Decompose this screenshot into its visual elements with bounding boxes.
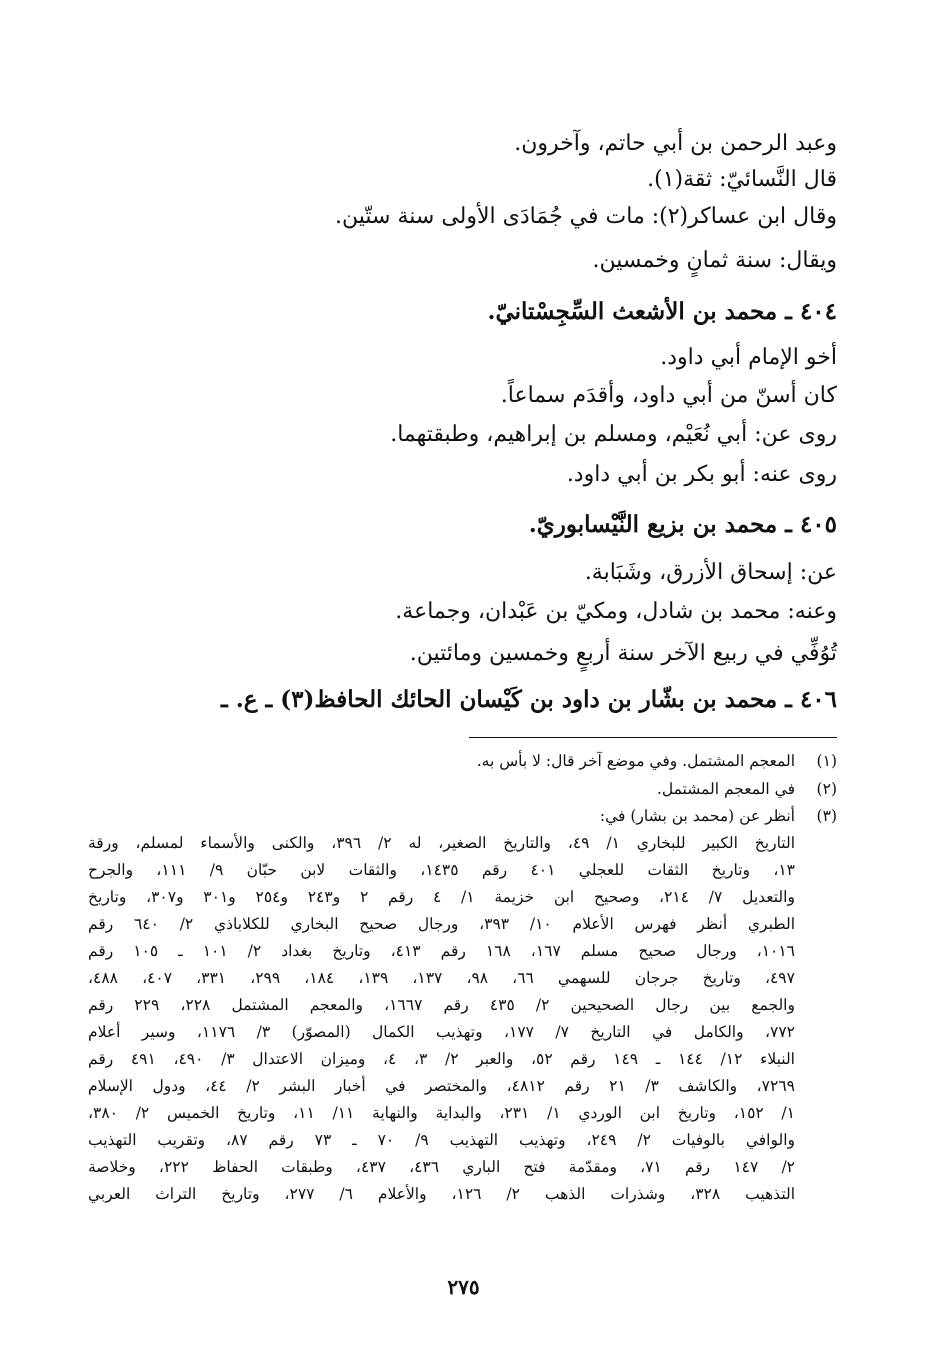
footnote-3-line: الطبري أنظر فهرس الأعلام ١٠/ ٣٩٣، ورجال صحيح البخاري للكلاباذي ٢/ ٦٤٠ رقم bbox=[88, 915, 795, 933]
footnote-3-line: التاريخ الكبير للبخاري ١/ ٤٩، والتاريخ الصغير، له ٢/ ٣٩٦، والكنى والأسماء لمسلم، ورقة bbox=[88, 834, 795, 852]
footnote-text: المعجم المشتمل. وفي موضع آخر قال: لا بأس به. bbox=[476, 752, 795, 770]
body-line: قال النَّسائيّ: ثقة(١). bbox=[647, 167, 837, 192]
footnote-3-line: النبلاء ١٢/ ١٤٤ ـ ١٤٩ رقم ٥٢، والعبر ٢/ ٣، ٤، وميزان الاعتدال ٣/ ٤٩٠، ٤٩١ رقم bbox=[88, 1050, 795, 1068]
footnote-3-line: ١٣، وتاريخ الثقات للعجلي ٤٠١ رقم ١٤٣٥، والثقات لابن حبّان ٩/ ١١١، والجرح bbox=[88, 861, 795, 879]
body-line: عن: إسحاق الأزرق، وشَبَابة. bbox=[584, 560, 837, 585]
footnote-3-line: والتعديل ٧/ ٢١٤، وصحيح ابن خزيمة ١/ ٤ رقم ٢ و٢٤٣ و٢٥٤ و٣٠١ و٣٠٧، وتاريخ bbox=[88, 888, 795, 906]
body-line: وقال ابن عساكر(٢): مات في جُمَادَى الأولى سنة ستّين. bbox=[335, 204, 837, 229]
footnote-3-line: التذهيب ٣٢٨، وشذرات الذهب ٢/ ١٢٦، والأعلام ٦/ ٢٧٧، وتاريخ التراث العربي bbox=[88, 1185, 795, 1203]
footnote-3-line: ١/ ١٥٢، وتاريخ ابن الوردي ١/ ٢٣١، والبداية والنهاية ١١/ ١١، وتاريخ الخميس ٢/ ٣٨٠، bbox=[88, 1104, 795, 1122]
footnote-3-line: ٤٩٧، وتاريخ جرجان للسهمي ٦٦، ٩٨، ١٣٧، ١٣٩، ١٨٤، ٢٩٩، ٣٣١، ٤٠٧، ٤٨٨، bbox=[88, 969, 795, 987]
body-line: كان أسنّ من أبي داود، وأقدَم سماعاً. bbox=[500, 383, 837, 408]
page-number: ٢٧٥ bbox=[447, 1275, 480, 1299]
body-line: روى عن: أبي نُعَيْم، ومسلم بن إبراهيم، وطبقتهما. bbox=[390, 422, 837, 447]
footnote-text: أنظر عن (محمد بن بشار) في: bbox=[599, 807, 795, 825]
footnote-3-line: والوافي بالوفيات ٢/ ٢٤٩، وتهذيب التهذيب ٩/ ٧٠ ـ ٧٣ رقم ٨٧، وتقريب التهذيب bbox=[88, 1131, 795, 1149]
footnote-number: (٣) bbox=[816, 807, 837, 825]
footnote-3-line: ٧٢٦٩، والكاشف ٣/ ٢١ رقم ٤٨١٢، والمختصر في أخبار البشر ٢/ ٤٤، ودول الإسلام bbox=[88, 1077, 795, 1095]
entry-heading-405: ٤٠٥ ـ محمد بن بزيع النَّيْسابوريّ. bbox=[528, 511, 837, 538]
entry-heading-406: ٤٠٦ ـ محمد بن بشّار بن داود بن كَيْسان الحائك الحافظ(٣) ـ ع. ـ bbox=[221, 686, 837, 713]
body-line: تُوُفِّي في ربيع الآخر سنة أربعٍ وخمسين ومائتين. bbox=[409, 641, 837, 666]
footnote-3-line: ١٠١٦، ورجال صحيح مسلم ١٦٧، ١٦٨ رقم ٤١٣، وتاريخ بغداد ٢/ ١٠١ ـ ١٠٥ رقم bbox=[88, 942, 795, 960]
body-line: أخو الإمام أبي داود. bbox=[660, 345, 837, 370]
footnote-3-line: والجمع بين رجال الصحيحين ٢/ ٤٣٥ رقم ١٦٦٧، والمعجم المشتمل ٢٢٨، ٢٢٩ رقم bbox=[88, 996, 795, 1014]
body-line: روى عنه: أبو بكر بن أبي داود. bbox=[566, 462, 837, 487]
body-line: وعبد الرحمن بن أبي حاتم، وآخرون. bbox=[514, 131, 837, 156]
footnote-number: (٢) bbox=[816, 780, 837, 798]
entry-heading-404: ٤٠٤ ـ محمد بن الأشعث السِّجِسْتانيّ. bbox=[487, 298, 837, 325]
footnote-separator bbox=[469, 737, 837, 738]
footnote-3-line: ٧٧٢، والكامل في التاريخ ٧/ ١٧٧، وتهذيب الكمال (المصوّر) ٣/ ١١٧٦، وسير أعلام bbox=[88, 1023, 795, 1041]
body-line: ويقال: سنة ثمانٍ وخمسين. bbox=[592, 248, 837, 273]
body-line: وعنه: محمد بن شادل، ومكيّ بن عَبْدان، وجماعة. bbox=[395, 599, 837, 624]
footnote-text: في المعجم المشتمل. bbox=[656, 780, 795, 798]
footnote-number: (١) bbox=[816, 752, 837, 770]
footnote-3-line: ٢/ ١٤٧ رقم ٧١، ومقدّمة فتح الباري ٤٣٦، ٤٣٧، وطبقات الحفاظ ٢٢٢، وخلاصة bbox=[88, 1158, 795, 1176]
